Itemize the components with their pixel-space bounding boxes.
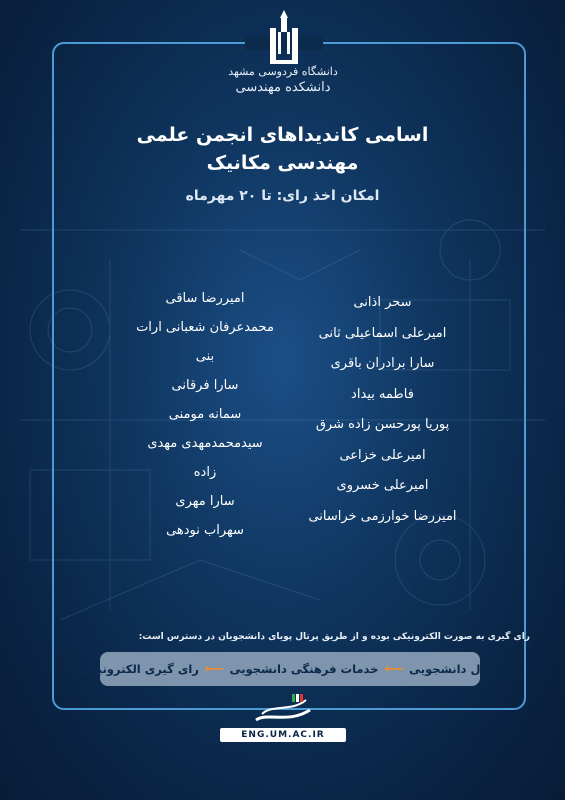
path-step-cultural-services: خدمات فرهنگی دانشجویی: [229, 662, 379, 676]
candidate-name: سارا مهری: [175, 494, 235, 509]
candidate-list-left: [110, 284, 300, 545]
path-step-electronic-voting: رای گیری الکترونیکی: [79, 662, 199, 676]
voting-instructions: رای گیری به صورت الکترونیکی بوده و از طریق پرتال پویای دانشجویان در دسترس است:: [138, 632, 530, 642]
candidate-name: محمدعرفان شعبانی ارات: [136, 320, 274, 335]
candidate-name: امیررضا خوارزمی خراسانی: [308, 508, 457, 524]
university-line1: دانشگاه فردوسی مشهد: [228, 65, 338, 78]
path-step-student-portal: پرتال دانشجویی: [409, 662, 501, 676]
candidate-name: سیدمحمدمهدی مهدی: [147, 436, 263, 451]
candidate-name: سمانه مومنی: [168, 407, 242, 422]
candidate-name: پوریا پورحسن زاده شرق: [315, 417, 450, 432]
portal-path: [79, 652, 501, 686]
arrow-left-icon: ⟵: [204, 661, 224, 677]
candidate-name: سارا فرقانی: [171, 378, 239, 393]
arrow-left-icon: ⟵: [384, 661, 404, 677]
candidate-name: زاده: [193, 465, 217, 480]
voting-deadline: امکان اخذ رای: تا ۲۰ مهرماه: [185, 188, 380, 204]
candidate-name: بنی: [195, 349, 215, 364]
page-title-line2: مهندسی مکانیک: [206, 152, 359, 174]
candidate-name: فاطمه بیداد: [351, 386, 414, 402]
university-name: [225, 64, 341, 96]
candidate-name: امیرعلی خسروی: [336, 478, 429, 493]
page-title-line1: اسامی کاندیداهای انجمن علمی: [136, 124, 429, 146]
candidate-name: امیرعلی خزاعی: [339, 447, 426, 463]
university-line2: دانشکده مهندسی: [235, 80, 331, 95]
candidate-list-right: [290, 288, 475, 532]
candidate-name: سارا برادران باقری: [330, 356, 435, 371]
candidate-name: سحر اذانی: [353, 295, 412, 310]
candidate-name: امیررضا ساقی: [165, 291, 245, 306]
candidate-name: امیرعلی اسماعیلی ثانی: [318, 325, 447, 341]
candidate-name: سهراب نودهی: [166, 523, 244, 538]
website-label: ENG.UM.AC.IR: [220, 728, 346, 742]
engineering-faculty-logo-icon: [248, 690, 320, 730]
